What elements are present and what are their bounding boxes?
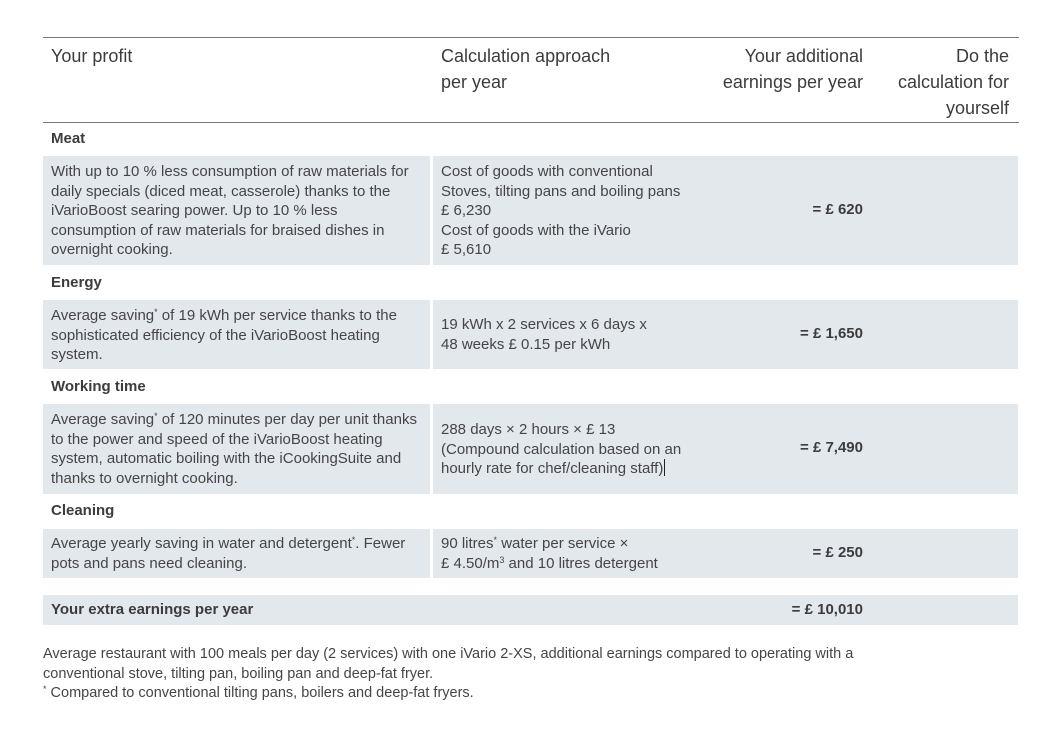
working-time-profit-text: Average saving* of 120 minutes per day per unit thanks to the power and speed of the iVarioBoost heating system, automatic boiling with the iCookingSuite and thanks to overnight cooking.: [51, 411, 417, 487]
energy-profit-text: Average saving* of 19 kWh per service thanks to the sophisticated efficiency of the iVarioBoost heating system.: [51, 307, 397, 363]
working-time-approach-text: 288 days × 2 hours × £ 13 (Compound calculation based on an hourly rate for chef/cleaning staff): [441, 421, 682, 477]
header-your-profit: Your profit: [51, 46, 133, 66]
section-title-energy: Energy: [51, 274, 102, 291]
total-earnings-value: = £ 10,010: [791, 601, 863, 618]
table-row-energy: [43, 300, 1018, 369]
table-row-working-time: [43, 404, 1018, 494]
section-title-meat: Meat: [51, 130, 86, 147]
cleaning-earnings-value: = £ 250: [812, 544, 863, 561]
header-calculation-approach: Calculation approach per year: [441, 46, 611, 92]
total-label: Your extra earnings per year: [51, 601, 254, 618]
section-title-working-time: Working time: [51, 378, 146, 395]
header-do-calculation: Do the calculation for yourself: [897, 46, 1009, 118]
meat-approach-text: Cost of goods with conventional Stoves, tilting pans and boiling pans £ 6,230 Cost of goods with the iVario £ 5,610: [441, 163, 681, 258]
top-rule: [43, 37, 1019, 38]
energy-earnings-value: = £ 1,650: [800, 325, 863, 342]
meat-profit-text: With up to 10 % less consumption of raw materials for daily specials (diced meat, casserole) thanks to the iVarioBoost searing power. Up to 10 % less consumption of raw materials for braised dishes in overnight cooking.: [51, 163, 409, 258]
footnote-text: Average restaurant with 100 meals per day (2 services) with one iVario 2-XS, additional earnings compared to operating with a conventional stove, tilting pan, boiling pan and deep-fat fryer. * Compared to conventional tilting pans, boilers and deep-fat fryers.: [43, 646, 854, 701]
total-row: [43, 595, 1018, 625]
working-time-earnings-value: = £ 7,490: [800, 439, 863, 456]
table-row-cleaning: [43, 529, 1018, 578]
meat-earnings-value: = £ 620: [812, 201, 863, 218]
section-title-cleaning: Cleaning: [51, 502, 115, 519]
table-row-meat: [43, 156, 1018, 265]
energy-approach-text: 19 kWh x 2 services x 6 days x 48 weeks £ 0.15 per kWh: [441, 316, 647, 353]
text-cursor: [664, 459, 665, 476]
cleaning-approach-text: 90 litres* water per service × £ $4.50/m^3$ and 10 litres detergent: [441, 535, 658, 572]
header-additional-earnings: Your additional earnings per year: [722, 46, 863, 92]
cleaning-profit-text: Average yearly saving in water and detergent*. Fewer pots and pans need cleaning.: [51, 535, 406, 572]
header-rule: [43, 122, 1019, 123]
